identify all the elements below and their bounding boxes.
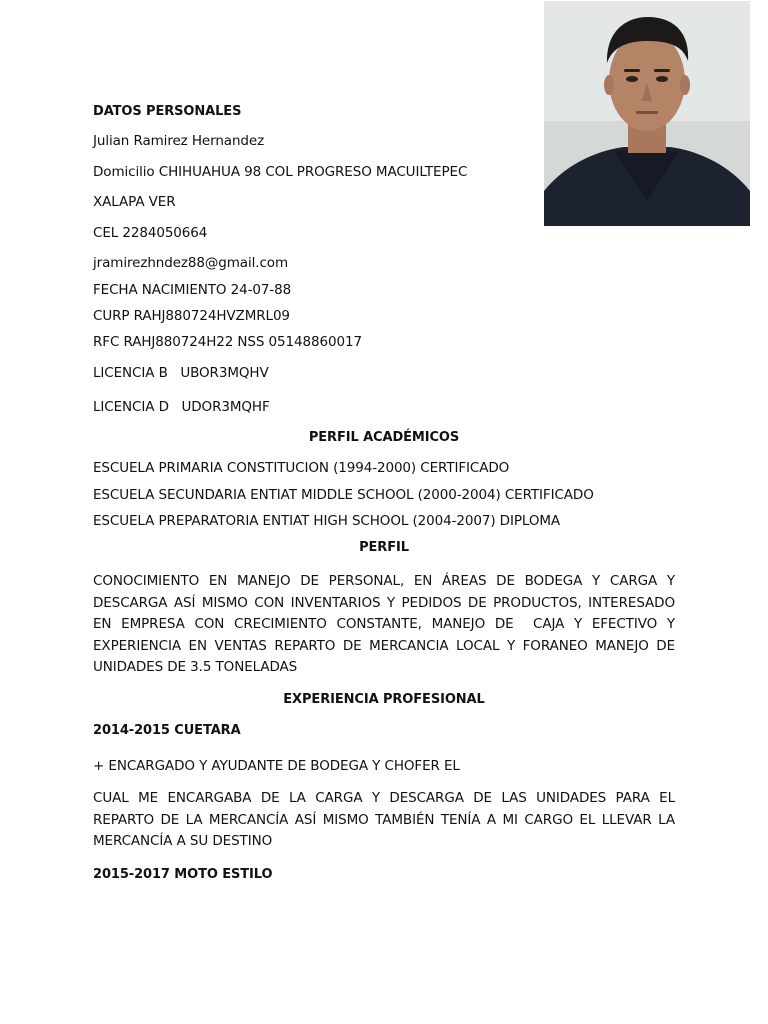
- profile-heading: PERFIL: [359, 540, 409, 555]
- personal-heading: DATOS PERSONALES: [93, 104, 242, 119]
- phone-number: CEL 2284050664: [93, 225, 208, 241]
- academic-heading: PERFIL ACADÉMICOS: [308, 430, 460, 445]
- rfc-nss-number: RFC RAHJ880724H22 NSS 05148860017: [93, 334, 362, 350]
- birth-date: FECHA NACIMIENTO 24-07-88: [93, 282, 292, 298]
- academic-item: ESCUELA PRIMARIA CONSTITUCION (1994-2000) CERTIFICADO: [93, 460, 510, 476]
- experience-heading: EXPERIENCIA PROFESIONAL: [283, 692, 485, 707]
- academic-item: ESCUELA PREPARATORIA ENTIAT HIGH SCHOOL (2004-2007) DIPLOMA: [93, 513, 561, 529]
- address-line-2: XALAPA VER: [93, 194, 176, 210]
- license-b: LICENCIA B UBOR3MQHV: [93, 365, 269, 381]
- job-1-role: + ENCARGADO Y AYUDANTE DE BODEGA Y CHOFER EL: [93, 758, 460, 774]
- person-portrait-image: [544, 1, 750, 226]
- full-name: Julian Ramirez Hernandez: [93, 133, 265, 149]
- job-2-title: 2015-2017 MOTO ESTILO: [93, 867, 273, 882]
- profile-text: CONOCIMIENTO EN MANEJO DE PERSONAL, EN ÁREAS DE BODEGA Y CARGA Y DESCARGA ASÍ MISMO CON INVENTARIOS Y PEDIDOS DE PRODUCTOS, INTERESADO EN EMPRESA CON CRECIMIENTO CONSTANTE, MANEJO DE CAJA Y EFECTIVO Y EXPERIENCIA EN VENTAS REPARTO DE MERCANCIA LOCAL Y FORANEO MANEJO DE UNIDADES DE 3.5 TONELADAS: [93, 573, 680, 675]
- curp-number: CURP RAHJ880724HVZMRL09: [93, 308, 290, 324]
- job-1-title: 2014-2015 CUETARA: [93, 723, 241, 738]
- profile-photo: [544, 1, 750, 226]
- license-d: LICENCIA D UDOR3MQHF: [93, 399, 270, 415]
- academic-item: ESCUELA SECUNDARIA ENTIAT MIDDLE SCHOOL (2000-2004) CERTIFICADO: [93, 487, 594, 503]
- email-address: jramirezhndez88@gmail.com: [93, 255, 288, 271]
- job-1-description: CUAL ME ENCARGABA DE LA CARGA Y DESCARGA DE LAS UNIDADES PARA EL REPARTO DE LA MERCANCÍA ASÍ MISMO TAMBIÉN TENÍA A MI CARGO EL LLEVAR LA MERCANCÍA A SU DESTINO: [93, 790, 675, 849]
- address-line-1: Domicilio CHIHUAHUA 98 COL PROGRESO MACUILTEPEC: [93, 164, 468, 180]
